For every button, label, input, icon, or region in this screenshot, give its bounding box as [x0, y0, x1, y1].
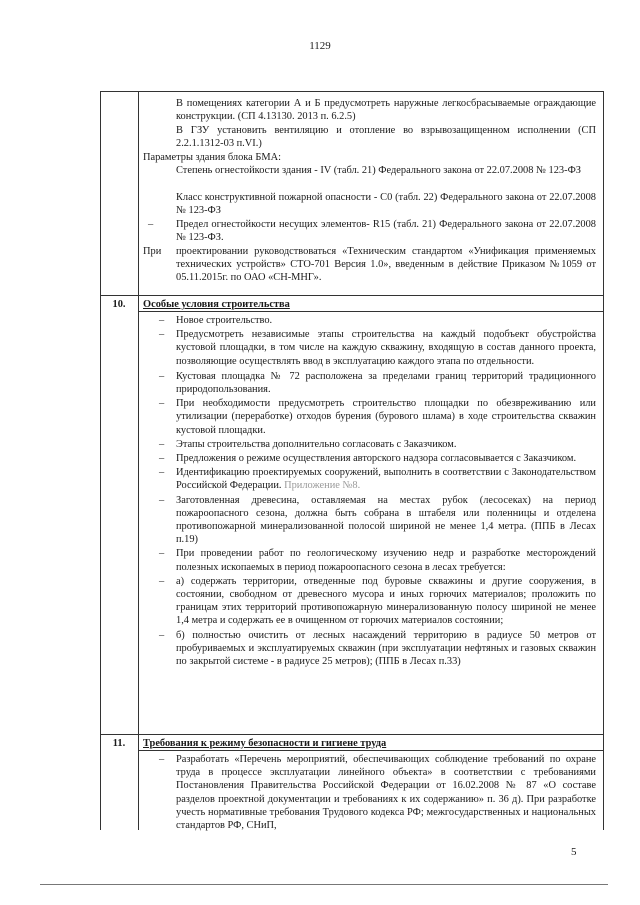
appendix-reference: Приложение №8.	[284, 480, 361, 492]
list-item	[155, 494, 596, 547]
param-load-bearing: Предел огнестойкости несущих элементов- R15 (табл. 21) Федерального закона от 22.07.2008 № 123-ФЗ.	[176, 219, 596, 244]
list-item	[155, 629, 596, 669]
list-item-text: Предложения о режиме осуществления авторского надзора согласовывается с Заказчиком.	[176, 453, 577, 465]
page-number-top: 1129	[309, 40, 331, 52]
list-dash: –	[159, 453, 165, 465]
table-left-border	[100, 91, 101, 830]
list-item	[155, 370, 596, 396]
list-item-text	[176, 466, 596, 492]
list-item-text: а) содержать территории, отведенные под буровые скважины и другие сооружения, в состоянии, свободном от древесного мусора и иных горючих материалов; проложить по границам этих территорий противопожарную минерализованную полосу шириной не менее 1,4 метра и содержать ее в очищенном от горючих материалов состоянии;	[176, 575, 596, 627]
params-list	[148, 164, 596, 244]
section10-number: 10.	[112, 299, 126, 310]
list-dash: –	[159, 315, 165, 326]
list-item-text: Заготовленная древесина, оставляемая на местах рубок (лесосеках) на период пожароопасного сезона, должна быть собрана в штабеля или поленницы и отделена противопожарной минерализованной полосой шириной не менее 1,4 метра. (ППБ в Лесах п.19)	[176, 494, 596, 546]
section11-list	[155, 753, 596, 832]
list-item-text: Кустовая площадка № 72 расположена за пределами границ территорий традиционного природопользования.	[176, 370, 596, 396]
list-item-text: При необходимости предусмотреть строительство площадки по обезвреживанию или утилизации (переработке) отходов бурения (бурового шлама) в ходе строительства скважин кустовой площадки.	[176, 398, 596, 436]
list-dash: –	[159, 370, 165, 382]
section9-paragraph-2: В ГЗУ установить вентиляцию и отопление во взрывозащищенном исполнении (СП 2.2.1.1312-03 п.VI.)	[176, 125, 596, 150]
list-item	[155, 575, 596, 628]
list-dash: –	[159, 754, 165, 765]
page-number-bottom: 5	[571, 846, 577, 858]
footer-rule	[40, 884, 608, 885]
list-item-text: Новое строительство.	[176, 315, 273, 326]
list-dash: –	[159, 329, 165, 341]
param-load-bearing-item	[148, 218, 596, 244]
row-divider-10-top	[100, 295, 604, 296]
list-item	[155, 328, 596, 368]
list-item	[155, 438, 596, 451]
list-dash: –	[159, 494, 165, 506]
design-note-prefix: При	[143, 246, 162, 257]
param-fire-resistance: Степень огнестойкости здания - IV (табл. 21) Федерального закона от 22.07.2008 № 123-ФЗ	[176, 165, 581, 176]
list-item-text: Этапы строительства дополнительно согласовать с Заказчиком.	[176, 438, 457, 450]
list-item	[155, 753, 596, 832]
list-item	[155, 466, 596, 492]
row-divider-11-top	[100, 734, 604, 735]
list-item	[155, 452, 596, 465]
list-item-text: При проведении работ по геологическому изучению недр и разработке месторождений полезных ископаемых в период пожароопасного сезона в лесах требуется:	[176, 548, 596, 573]
section10-list	[155, 314, 596, 668]
list-dash: –	[159, 467, 165, 479]
list-item	[155, 547, 596, 573]
section11-title: Требования к режиму безопасности и гигиене труда	[143, 738, 387, 749]
list-dash: –	[159, 548, 165, 560]
table-right-border	[603, 91, 604, 830]
list-dash: –	[159, 629, 165, 641]
param-fire-hazard-class: Класс конструктивной пожарной опасности - С0 (табл. 22) Федерального закона от 22.07.2008 № 123-ФЗ	[176, 192, 596, 217]
section11-number: 11.	[112, 738, 126, 749]
list-item-text: б) полностью очистить от лесных насаждений территорию в радиусе 50 метров от пробуриваемых и эксплуатируемых скважин (при эксплуатации нефтяных и газовых скважин по закрытой системе - в радиусе 25 метров); (ППБ в Лесах п.33)	[176, 629, 596, 668]
list-item	[155, 314, 596, 327]
list-item-text: Разработать «Перечень мероприятий, обеспечивающих соблюдение требований по охране труда в процессе эксплуатации линейного объекта» в соответствии с требованиями Постановления Правительства Российской Федерации от 16.02.2008 № 87 «О составе разделов проектной документации и требованиях к их содержанию» п. 36 д). При разработке учесть нормативные требования Трудового кодекса РФ; межгосударственных и национальных стандартов РФ, СНиП,	[176, 754, 596, 832]
param-dash: –	[148, 219, 154, 230]
list-dash: –	[159, 575, 165, 587]
list-dash: –	[159, 398, 165, 410]
list-item-text: Предусмотреть независимые этапы строительства на каждый подобъект обустройства кустовой площадки, в том числе на каждую скважину, входящую в состав данного проекта, позволяющие осуществлять ввод в эксплуатацию каждого этапа по отдельности.	[176, 329, 596, 367]
section9-block	[176, 97, 596, 151]
identification-text: Идентификацию проектируемых сооружений, выполнить в соответствии с Законодательством Российской Федерации.	[176, 467, 596, 492]
table-top-border	[100, 91, 604, 92]
list-item	[155, 397, 596, 437]
table-column-divider	[138, 91, 139, 830]
section10-title: Особые условия строительства	[143, 299, 290, 310]
design-note-text: проектировании руководствоваться «Техническим стандартом «Унификация применяемых технических устройств» СТО-701 Версия 1.0», введенным в действие Приказом №1059 от 05.11.2015г. по ОАО «СН-МНГ».	[176, 246, 596, 284]
params-title: Параметры здания блока БМА:	[143, 152, 281, 163]
section9-paragraph-1: В помещениях категории А и Б предусмотреть наружные легкосбрасываемые ограждающие конструкции. (СП 4.13130. 2013 п. 6.2.5)	[176, 98, 596, 123]
list-dash: –	[159, 438, 165, 450]
